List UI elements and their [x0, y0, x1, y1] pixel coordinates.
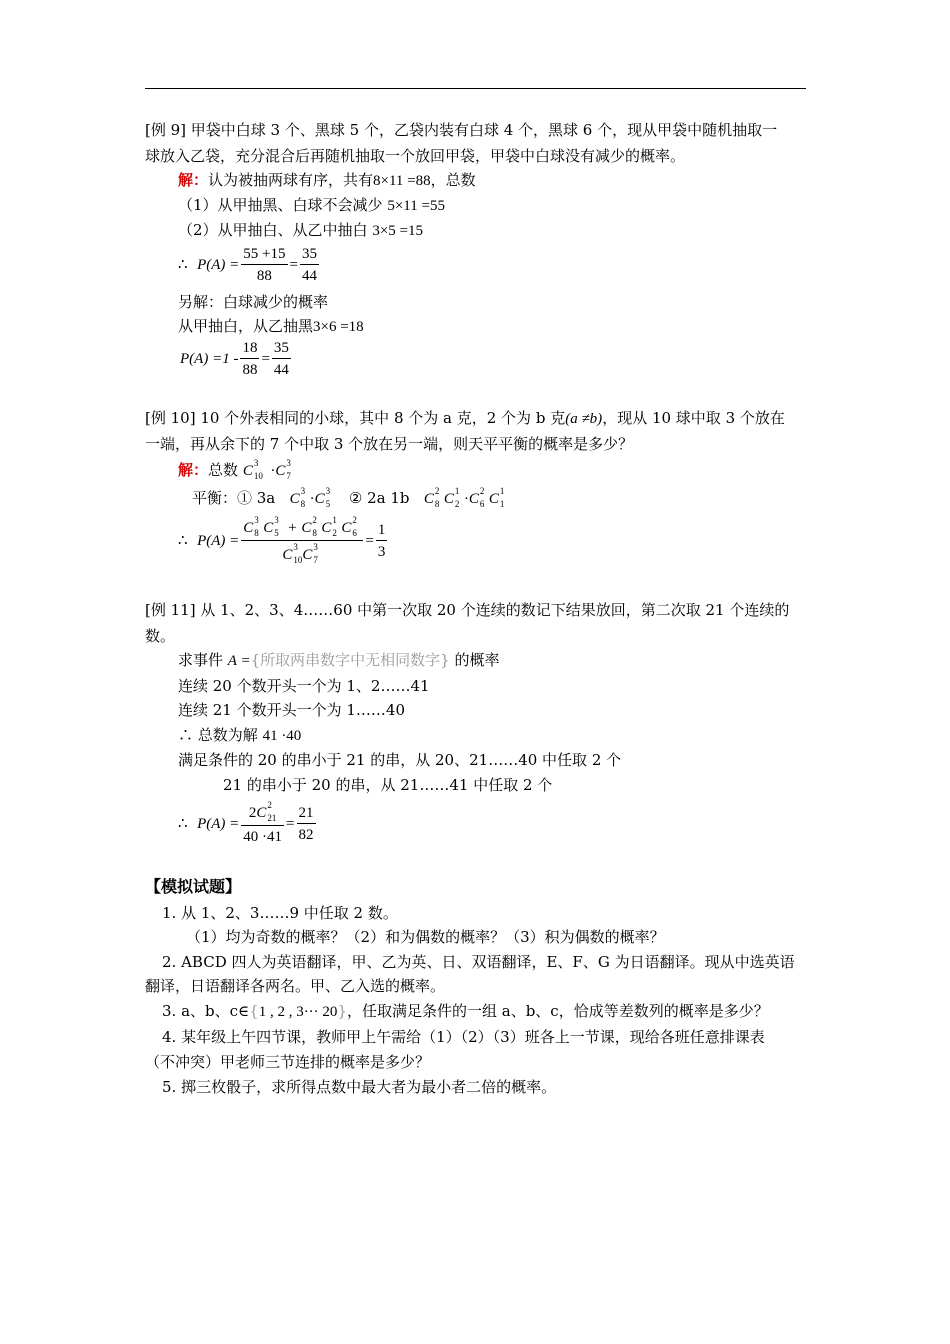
- therefore-symbol: ∴: [178, 814, 188, 832]
- combination-c2-1: C 1 2: [443, 486, 460, 509]
- ex11-line5: 满足条件的 20 的串小于 21 的串，从 20、21……40 中任取 2 个: [178, 751, 622, 769]
- exercise-1: 1. 从 1、2、3……9 中任取 2 数。: [162, 904, 398, 922]
- equals: =: [289, 257, 298, 273]
- fraction-denominator: 44: [301, 267, 317, 284]
- header-rule: [145, 88, 806, 89]
- fraction-numerator: 21: [297, 803, 316, 824]
- ex9-case1: [178, 195, 445, 216]
- ex9-alt-solution: 另解：白球减少的概率: [178, 293, 329, 311]
- equals: =: [365, 533, 374, 549]
- equals: =: [261, 351, 270, 367]
- ex11-line2: 连续 20 个数开头一个为 1、2……41: [178, 677, 430, 695]
- event-text: 求事件: [178, 651, 224, 669]
- ex9-case2: [178, 220, 423, 241]
- total-text: ∴ 总数为解: [178, 726, 258, 744]
- ex10-balance-line: 平衡：① 3a C 3 8 ·C 3 5 ② 2a 1b C 2 8 C 1 2 ·C 2 6 C 1 1: [192, 488, 509, 509]
- exercise-4-line1: 4. 某年级上午四节课，教师甲上午需给（1）（2）（3）班各上一节课，现给各班任意排课表: [162, 1028, 765, 1046]
- number-set: 1 , 2 , 3··· 20: [258, 1004, 338, 1020]
- exercise-3: 3. a、b、c∈{1 , 2 , 3··· 20}，任取满足条件的一组 a、b、c，恰成等差数列的概率是多少？: [162, 1002, 769, 1020]
- ex9-question-line2: 球放入乙袋，充分混合后再随机抽取一个放回甲袋，甲袋中白球没有减少的概率。: [145, 147, 686, 165]
- fraction-denominator: 88: [242, 361, 258, 378]
- probability-label: P(A) =: [197, 533, 240, 549]
- ex11-probability: [178, 798, 318, 849]
- alt-text: 从甲抽白，从乙抽黑: [178, 317, 314, 335]
- fraction-result: [297, 803, 316, 846]
- ex10-solution-line: 解：总数 C 3 10 ·C 3 7: [178, 460, 295, 481]
- event-set: 所取两串数字中无相同数字: [260, 651, 441, 669]
- combination-c8-3: C 3 8: [289, 486, 306, 509]
- fraction-2: [300, 244, 319, 287]
- case1-text: （1）从甲抽黑、白球不会减少: [178, 196, 383, 214]
- ex10-probability: [178, 514, 389, 568]
- ex11-question-line2: 数。: [145, 627, 176, 645]
- solution-label: 解：: [178, 461, 209, 479]
- fraction-1: [241, 244, 287, 287]
- case2-expression: 3×5 =15: [372, 223, 423, 239]
- total-expression: 8×11 =88: [373, 173, 431, 189]
- fraction-denominator: 82: [298, 826, 314, 843]
- combination-c6-2: C 2 6: [468, 486, 485, 509]
- question-text: [例 10] 10 个外表相同的小球，其中 8 个为 a 克，2 个为 b 克: [145, 409, 566, 427]
- case2-text: （2）从甲抽白、从乙中抽白: [178, 221, 368, 239]
- probability-label: P(A) =: [197, 816, 240, 832]
- fraction-denominator: 40 ·41: [243, 829, 283, 845]
- combination-c10-3: C 3 10: [242, 458, 263, 481]
- ex10-question-line2: 一端，再从余下的 7 个中取 3 个放在另一端，则天平平衡的概率是多少？: [145, 435, 634, 453]
- fraction-denominator: 3: [377, 543, 386, 560]
- fraction-denominator: 44: [273, 361, 289, 378]
- ex11-question-line1: [例 11] 从 1、2、3、4……60 中第一次取 20 个连续的数记下结果放回，第二次取 21 个连续的: [145, 601, 790, 619]
- therefore-symbol: ∴: [178, 255, 188, 273]
- solution-text: 总数: [208, 461, 239, 479]
- question-text: ，现从 10 球中取 3 个放在: [602, 409, 785, 427]
- ex9-solution-line: [178, 170, 476, 191]
- total-expression: 41 ·40: [262, 728, 302, 744]
- ex9-question-line1: [例 9] 甲袋中白球 3 个、黑球 5 个，乙袋内装有白球 4 个，黑球 6 个，现从甲袋中随机抽取一: [145, 121, 778, 139]
- ex10-question-line1: [145, 408, 785, 429]
- solution-label: 解：: [178, 171, 209, 189]
- exercise-4-line2: （不冲突）甲老师三节连排的概率是多少？: [145, 1053, 431, 1071]
- probability-label: P(A) =: [197, 257, 240, 273]
- fraction-ex10: C 3 8 C 3 5 + C 2 8 C 1 2 C 2 6 C 3 10 C 3 7: [241, 515, 363, 568]
- inequality: (a ≠b): [565, 411, 603, 427]
- section-title: 【模拟试题】: [145, 877, 242, 896]
- fraction-numerator: 35: [300, 244, 319, 265]
- balance-case2: ② 2a 1b: [348, 489, 410, 507]
- exercise-2-line2: 翻译，日语翻译各两名。甲、乙入选的概率。: [145, 977, 446, 995]
- ex11-line6: 21 的串小于 20 的串，从 21……41 中任取 2 个: [223, 776, 553, 794]
- fraction-4: [272, 338, 291, 381]
- fraction-numerator: 55 +15: [241, 244, 287, 265]
- event-label: A =: [227, 653, 251, 669]
- probability-label: P(A) =1 -: [180, 351, 239, 367]
- fraction-numerator: 35: [272, 338, 291, 359]
- fraction-numerator: 18: [240, 338, 259, 359]
- solution-text: 认为被抽两球有序，共有: [208, 171, 374, 189]
- balance-case1: 平衡：① 3a: [192, 489, 276, 507]
- equals: =: [286, 816, 295, 832]
- ex11-line4: [178, 725, 301, 746]
- ex9-probability: [178, 242, 321, 287]
- fraction-denominator: 88: [256, 267, 272, 284]
- case1-expression: 5×11 =55: [387, 198, 445, 214]
- ex11-event-line: 求事件 A ={所取两串数字中无相同数字} 的概率: [178, 651, 500, 669]
- solution-tail: ，总数: [430, 171, 476, 189]
- combination-c7-3: C 3 7: [275, 458, 291, 481]
- combination-c1-1: C 1 1: [488, 486, 505, 509]
- exercise-2-line1: 2. ABCD 四人为英语翻译，甲、乙为英、日、双语翻译，E、F、G 为日语翻译。现从中选英语: [162, 953, 795, 971]
- fraction-3: [240, 338, 259, 381]
- exercise-3-tail: ，任取满足条件的一组 a、b、c，恰成等差数列的概率是多少？: [346, 1002, 769, 1020]
- fraction-ex11: 2C 2 21 40 ·41: [241, 800, 284, 848]
- exercise-5: 5. 掷三枚骰子，求所得点数中最大者为最小者二倍的概率。: [162, 1078, 557, 1096]
- fraction-result: [376, 520, 388, 563]
- alt-expression: 3×6 =18: [313, 319, 364, 335]
- exercise-1-sub: （1）均为奇数的概率？（2）和为偶数的概率？（3）积为偶数的概率？: [186, 928, 665, 946]
- ex9-alt-probability: [180, 336, 293, 381]
- ex11-line3: 连续 21 个数开头一个为 1……40: [178, 701, 406, 719]
- exercise-3-text: 3. a、b、c∈: [162, 1002, 250, 1020]
- event-tail: 的概率: [454, 651, 500, 669]
- combination-c5-3: C 3 5: [314, 486, 331, 509]
- fraction-numerator: 1: [376, 520, 388, 541]
- combination-c8-2: C 2 8: [423, 486, 440, 509]
- therefore-symbol: ∴: [178, 531, 188, 549]
- ex9-alt-line2: [178, 316, 364, 337]
